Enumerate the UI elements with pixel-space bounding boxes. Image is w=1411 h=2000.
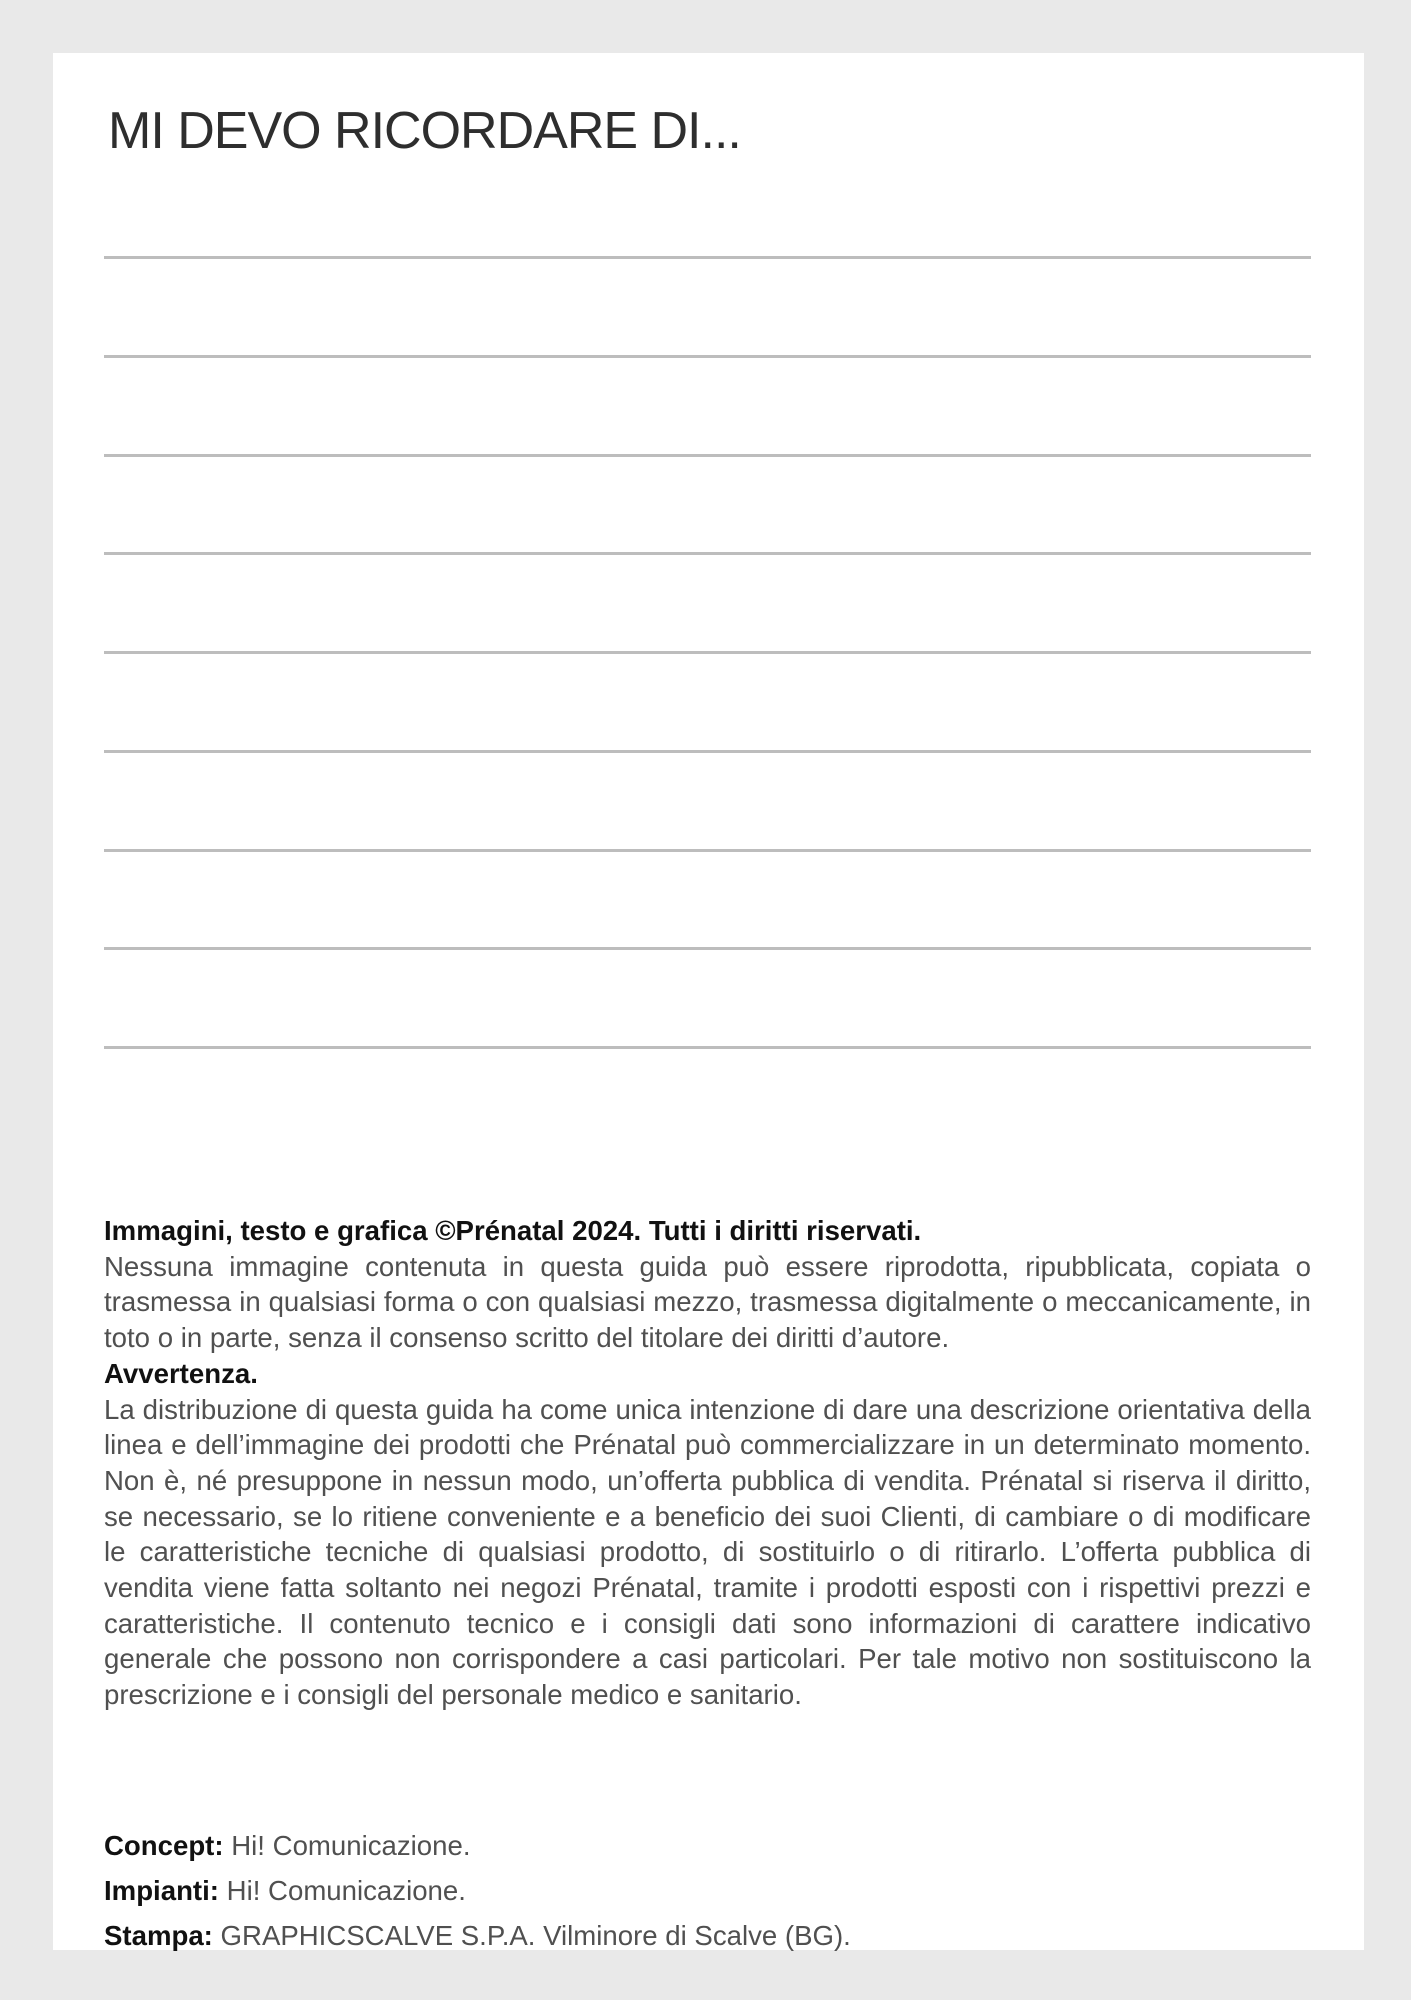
credits (104, 1823, 1311, 1958)
credit-stampa (104, 1913, 1311, 1958)
credit-impianti (104, 1868, 1311, 1913)
writing-line (104, 454, 1311, 457)
writing-line (104, 552, 1311, 555)
credit-concept-label: Concept: (104, 1830, 224, 1861)
credit-impianti-label: Impianti: (104, 1875, 219, 1906)
credit-concept (104, 1823, 1311, 1868)
writing-line (104, 355, 1311, 358)
document-page (53, 53, 1364, 1950)
legal-notice (104, 1213, 1311, 1713)
credit-concept-value: Hi! Comunicazione. (231, 1830, 471, 1861)
warning-heading: Avvertenza. (104, 1357, 258, 1389)
writing-line (104, 849, 1311, 852)
page-title: MI DEVO RICORDARE DI... (108, 102, 741, 160)
warning-text: La distribuzione di questa guida ha come unica intenzione di dare una descrizione orientativa della linea e dell’immagine dei prodotti che Prénatal può commercializzare in un determinato momento. Non è, né presuppone in nessun modo, un’offerta pubblica di vendita. Prénatal si riserva il diritto, se necessario, se lo ritiene conveniente e a beneficio dei suoi Clienti, di cambiare o di modificare le caratteristiche tecniche di qualsiasi prodotto, di sostituirlo o di ritirarlo. L’offerta pubblica di vendita viene fatta soltanto nei negozi Prénatal, tramite i prodotti esposti con i rispettivi prezzi e caratteristiche. Il contenuto tecnico e i consigli dati sono informazioni di carattere indicativo generale che possono non corrispondere a casi particolari. Per tale motivo non sostituiscono la prescrizione e i consigli del personale medico e sanitario. (104, 1393, 1311, 1711)
writing-line (104, 651, 1311, 654)
writing-lines (104, 53, 1311, 1053)
writing-line (104, 256, 1311, 259)
copyright-text: Nessuna immagine contenuta in questa guida può essere riprodotta, ripubblicata, copiata o trasmessa in qualsiasi forma o con qualsiasi mezzo, trasmessa digitalmente o meccanicamente, in toto o in parte, senza il consenso scritto del titolare dei diritti d’autore. (104, 1250, 1311, 1354)
writing-line (104, 750, 1311, 753)
writing-line (104, 947, 1311, 950)
credit-stampa-label: Stampa: (104, 1920, 213, 1951)
writing-line (104, 1046, 1311, 1049)
credit-impianti-value: Hi! Comunicazione. (226, 1875, 466, 1906)
copyright-heading: Immagini, testo e grafica ©Prénatal 2024. Tutti i diritti riservati. (104, 1215, 922, 1246)
credit-stampa-value: GRAPHICSCALVE S.P.A. Vilminore di Scalve (BG). (220, 1920, 851, 1951)
